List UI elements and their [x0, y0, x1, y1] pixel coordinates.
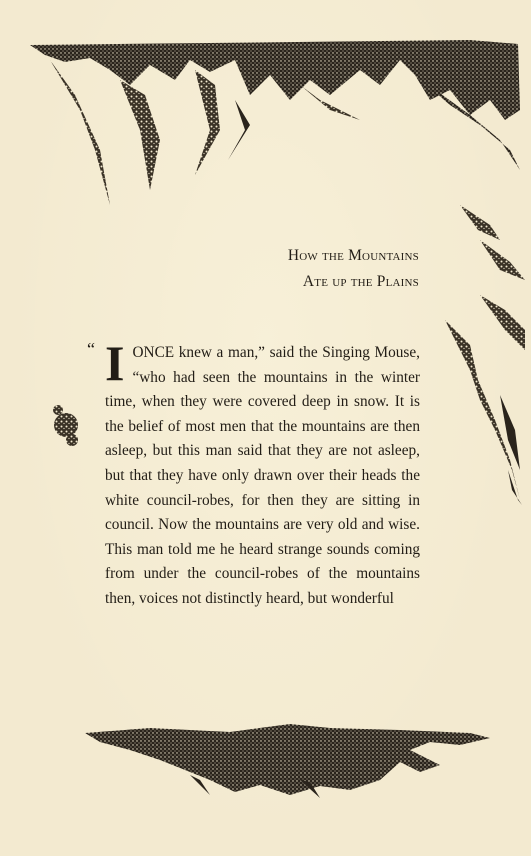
margin-stipple-illustration	[53, 405, 78, 446]
opening-quote: “	[87, 339, 95, 359]
drop-cap: I	[105, 335, 125, 391]
paragraph: ONCE knew a man,” said the Singing Mouse, “who had seen the mountains in the winter time, when they were covered deep in snow. It is the belief of most men that the mountains are then asleep, but this man said that they are not asleep, but that they have only drawn over their heads the white council-robes, for then they are sitting in council. Now the mountains are very old and wise. This man told me he heard strange sounds coming from under the council-robes of the mountains then, voices not distinctly heard, but wonderful	[105, 344, 420, 607]
bottom-mountain-illustration	[85, 724, 490, 798]
top-mountain-illustration	[30, 40, 525, 280]
chapter-heading	[288, 243, 419, 295]
right-mountain-illustration	[445, 295, 525, 505]
heading-line-2: Ate up the Plains	[302, 273, 419, 290]
body-text	[87, 335, 420, 612]
heading-line-1: How the Mountains	[287, 247, 419, 264]
